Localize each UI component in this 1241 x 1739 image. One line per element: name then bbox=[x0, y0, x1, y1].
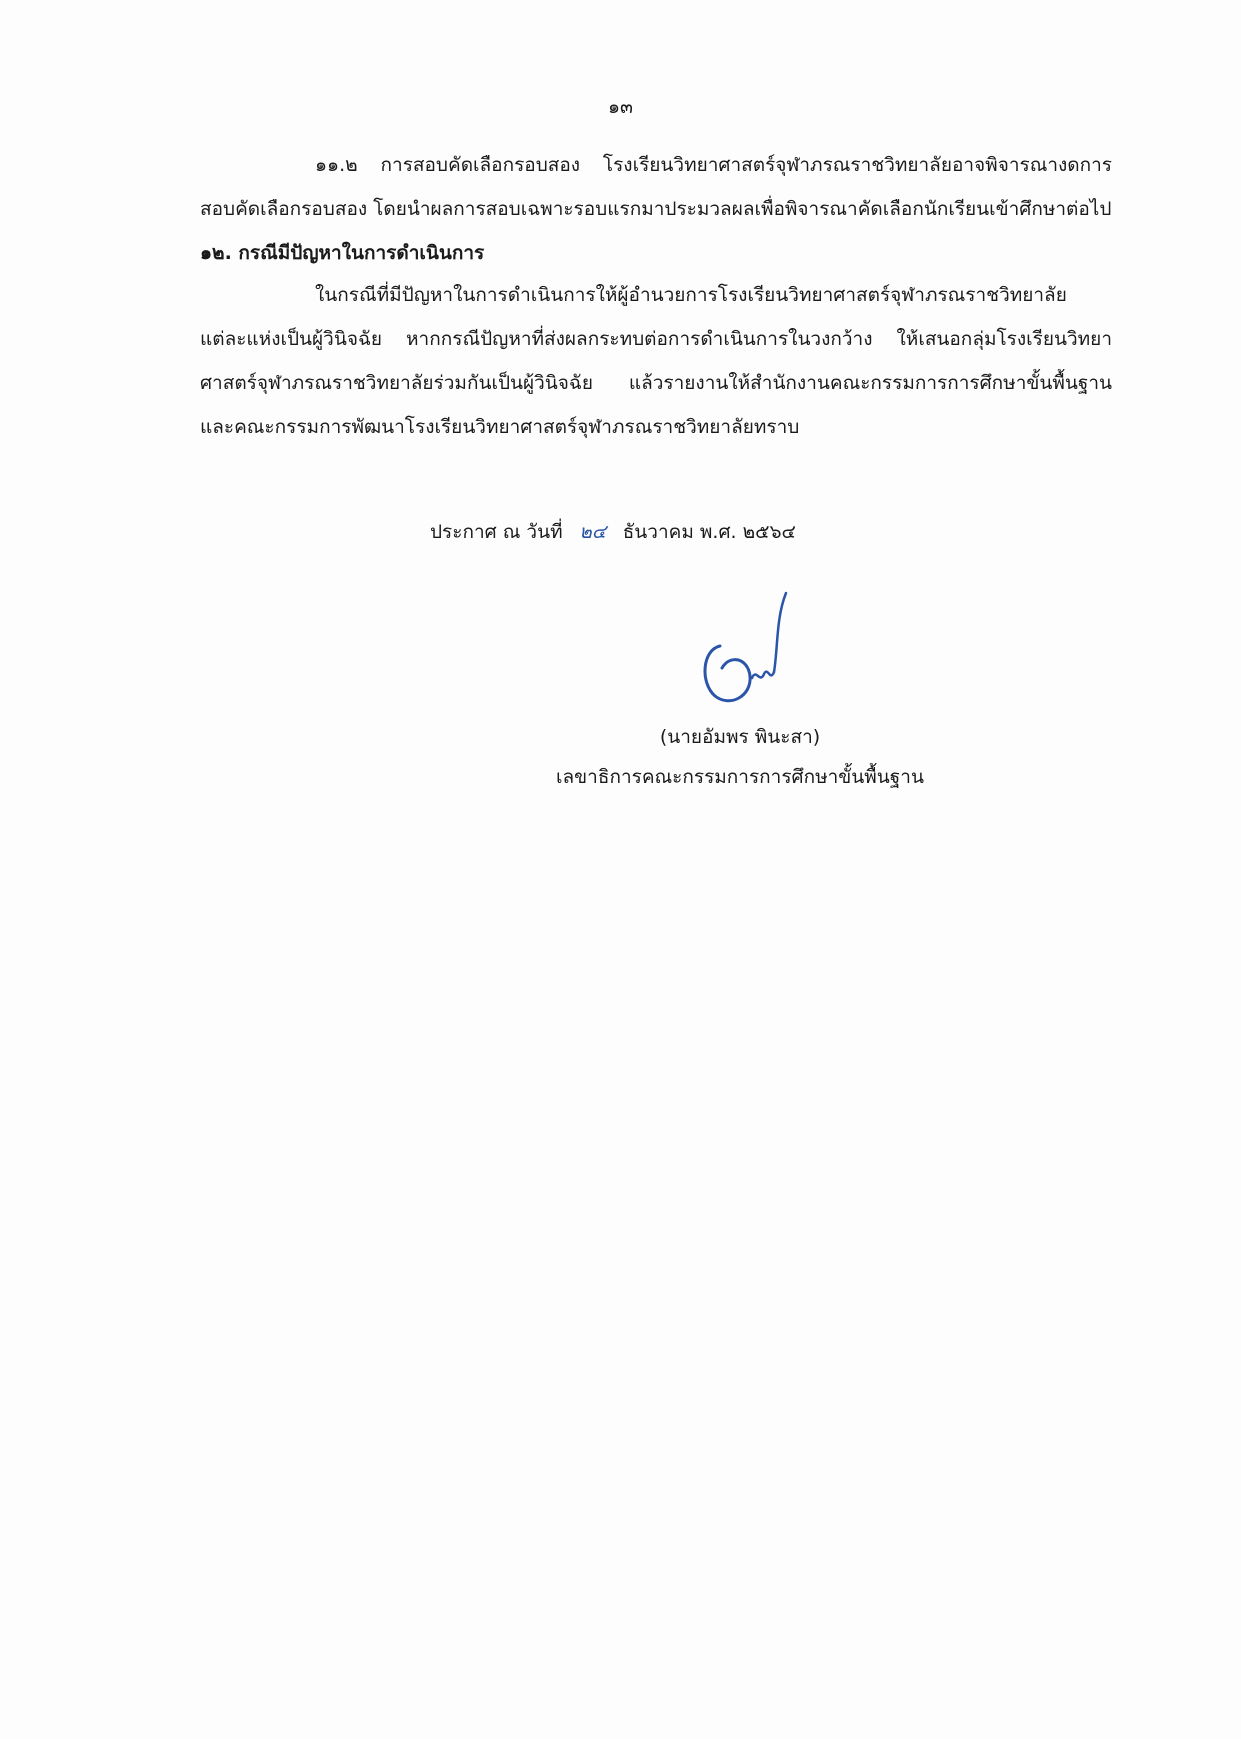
signer-title: เลขาธิการคณะกรรมการการศึกษาขั้นพื้นฐาน bbox=[556, 766, 924, 788]
handwritten-signature bbox=[700, 588, 810, 713]
handwritten-day: ๒๔ bbox=[579, 521, 607, 543]
section-11-2-paragraph: ๑๑.๒ การสอบคัดเลือกรอบสอง โรงเรียนวิทยาศาสตร์จุฬาภรณราชวิทยาลัยอาจพิจารณางดการสอบคัดเลือกรอบสอง โดยนำผลการสอบเฉพาะรอบแรกมาประมวลผลเพื่อพิจารณาคัดเลือกนักเรียนเข้าศึกษาต่อไป bbox=[200, 154, 1112, 220]
signer-name: (นายอัมพร พินะสา) bbox=[659, 726, 821, 748]
section-12-heading: ๑๒. กรณีมีปัญหาในการดำเนินการ bbox=[200, 242, 485, 264]
document-body bbox=[200, 143, 1112, 449]
announcement-date-line bbox=[430, 514, 796, 550]
page-number: ๑๓ bbox=[607, 96, 634, 118]
section-12-paragraph: ในกรณีที่มีปัญหาในการดำเนินการให้ผู้อำนวยการโรงเรียนวิทยาศาสตร์จุฬาภรณราชวิทยาลัยแต่ละแห่งเป็นผู้วินิจฉัย หากกรณีปัญหาที่ส่งผลกระทบต่อการดำเนินการในวงกว้าง ให้เสนอกลุ่มโรงเรียนวิทยาศาสตร์จุฬาภรณราชวิทยาลัยร่วมกันเป็นผู้วินิจฉัย แล้วรายงานให้สำนักงานคณะกรรมการการศึกษาขั้นพื้นฐาน และคณะกรรมการพัฒนาโรงเรียนวิทยาศาสตร์จุฬาภรณราชวิทยาลัยทราบ bbox=[200, 284, 1112, 438]
announcement-prefix: ประกาศ ณ วันที่ bbox=[430, 521, 563, 543]
announcement-suffix: ธันวาคม พ.ศ. ๒๕๖๔ bbox=[622, 521, 796, 543]
